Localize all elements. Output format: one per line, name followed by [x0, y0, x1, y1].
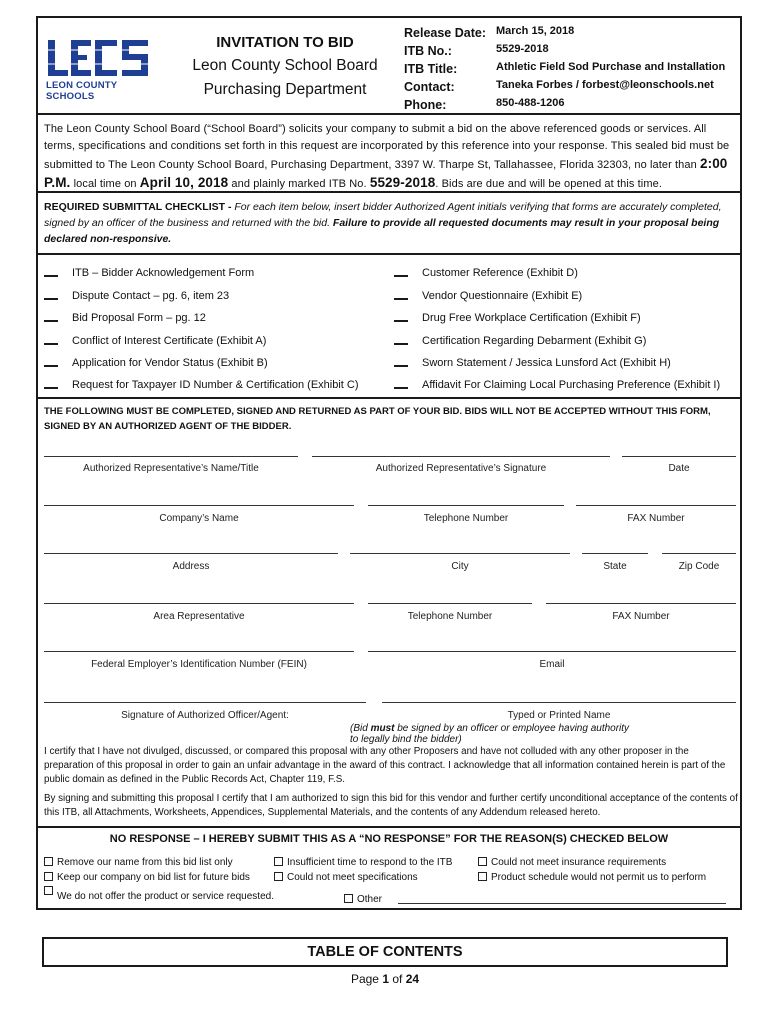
area-rep-label: Area Representative: [153, 611, 245, 622]
initials-line[interactable]: [394, 387, 408, 389]
option-label: Could not meet insurance requirements: [491, 857, 667, 868]
company-name-label: Company’s Name: [159, 513, 239, 524]
address-label: Address: [172, 561, 210, 572]
phone-label: Phone:: [404, 98, 447, 112]
city-field[interactable]: [350, 553, 570, 554]
checklist-item: Drug Free Workplace Certification (Exhibit F): [422, 312, 641, 324]
checklist-bottom-divider: [38, 397, 740, 399]
checklist-header: [44, 199, 734, 247]
fax-label: FAX Number: [627, 513, 685, 524]
checklist-item: Request for Taxpayer ID Number & Certification (Exhibit C): [72, 379, 359, 391]
checklist-item: Conflict of Interest Certificate (Exhibit A): [72, 335, 267, 347]
zip-label: Zip Code: [678, 561, 720, 572]
option-label: Keep our company on bid list for future bids: [57, 872, 250, 883]
telephone-2-field[interactable]: [368, 603, 532, 604]
no-response-option[interactable]: [44, 886, 274, 903]
initials-line[interactable]: [394, 275, 408, 277]
itb-number: 5529-2018: [369, 175, 436, 190]
organization-name: Leon County School Board: [192, 57, 378, 74]
no-response-option[interactable]: [44, 871, 250, 884]
option-label: Insufficient time to respond to the ITB: [287, 857, 453, 868]
checklist-item: Affidavit For Claiming Local Purchasing Preference (Exhibit I): [422, 379, 721, 391]
checklist-item: Bid Proposal Form – pg. 12: [72, 312, 206, 324]
initials-line[interactable]: [44, 365, 58, 367]
fein-label: Federal Employer’s Identification Number (FEIN): [91, 659, 307, 670]
checklist-item: Application for Vendor Status (Exhibit B): [72, 357, 268, 369]
due-date: April 10, 2018: [139, 175, 229, 190]
telephone-2-label: Telephone Number: [407, 611, 493, 622]
option-label: Product schedule would not permit us to perform: [491, 872, 707, 883]
fax-field[interactable]: [576, 505, 736, 506]
initials-line[interactable]: [394, 365, 408, 367]
checkbox[interactable]: [478, 857, 487, 866]
initials-line[interactable]: [44, 320, 58, 322]
checkbox[interactable]: [44, 886, 53, 895]
state-field[interactable]: [582, 553, 648, 554]
certification-paragraph: I certify that I have not divulged, discussed, or compared this proposal with any other Proposers and have not colluded with any other proposer in the preparation of this proposal in order to gain an unfair advantage in the award of this contract. I acknowledge that all information contained herein is part of the public domain as defined in the Public Records Act, Chapter 119, F.S.: [44, 746, 726, 785]
note-text: (Bid: [350, 723, 371, 734]
checkbox[interactable]: [274, 857, 283, 866]
title-block: [180, 34, 390, 99]
checklist-warning: Failure to provide all requested documents may result in your proposal being declared non-responsive.: [44, 217, 720, 245]
option-label: Other: [357, 894, 383, 905]
release-date-label: Release Date:: [404, 26, 486, 40]
logo-text: LEON COUNTY SCHOOLS: [46, 80, 118, 102]
checklist-divider: [38, 253, 740, 255]
page-of: of: [389, 972, 406, 986]
intro-text-4: . Bids are due and will be opened at this time.: [435, 178, 662, 190]
officer-signature-label: Signature of Authorized Officer/Agent:: [121, 710, 289, 721]
printed-name-label: Typed or Printed Name: [507, 710, 611, 721]
checklist-item: Dispute Contact – pg. 6, item 23: [72, 290, 230, 302]
rep-signature-label: Authorized Representative’s Signature: [375, 463, 547, 474]
date-field[interactable]: [622, 456, 736, 457]
acceptance-paragraph: By signing and submitting this proposal I certify that I am authorized to sign this bid for this vendor and further certify unconditional acceptance of the contents of this ITB, all Attachments, Worksheets, Appendices, Supplemental Materials, and the contents of any Addendum released hereto.: [44, 793, 738, 818]
meta-labels: [404, 24, 486, 114]
no-response-divider: [38, 826, 740, 828]
checklist-item: Customer Reference (Exhibit D): [422, 267, 578, 279]
initials-line[interactable]: [394, 298, 408, 300]
page-total: 24: [405, 972, 420, 986]
checkbox[interactable]: [44, 872, 53, 881]
note-text-2: be signed by an officer or employee having authority to legally bind the bidder): [350, 723, 630, 745]
telephone-field[interactable]: [368, 505, 564, 506]
checklist-instructions: For each item below, insert bidder Authorized Agent initials verifying that forms are accurately completed, signed by an officer of the business and returned with the bid.: [44, 201, 722, 229]
printed-name-field[interactable]: [382, 702, 736, 703]
email-field[interactable]: [368, 651, 736, 652]
area-rep-field[interactable]: [44, 603, 354, 604]
telephone-label: Telephone Number: [423, 513, 509, 524]
intro-text: The Leon County School Board (“School Board”) solicits your company to submit a bid on the above referenced goods or services. All terms, specifications and conditions set forth in this request are incorporated by this reference into your response. This sealed bid must be submitted to The Leon County School Board, Purchasing Department, 3397 W. Tharpe St, Tallahassee, Florida 32303, no later than: [44, 123, 730, 171]
rep-name-field[interactable]: [44, 456, 298, 457]
checklist-item: Certification Regarding Debarment (Exhibit G): [422, 335, 647, 347]
phone-value: 850-488-1206: [496, 97, 565, 109]
no-response-option-other[interactable]: [344, 893, 382, 906]
intro-text-2: local time on: [73, 178, 137, 190]
checkbox[interactable]: [478, 872, 487, 881]
checklist-item: Vendor Questionnaire (Exhibit E): [422, 290, 583, 302]
fax-2-label: FAX Number: [612, 611, 670, 622]
checklist-item: Sworn Statement / Jessica Lunsford Act (Exhibit H): [422, 357, 671, 369]
option-label: We do not offer the product or service requested.: [57, 891, 274, 902]
signature-note: [350, 723, 630, 745]
itb-title-label: ITB Title:: [404, 62, 458, 76]
date-label: Date: [668, 463, 690, 474]
bid-form-notice: THE FOLLOWING MUST BE COMPLETED, SIGNED AND RETURNED AS PART OF YOUR BID. BIDS WILL NOT BE ACCEPTED WITHOUT THIS FORM, SIGNED BY AN AUTHORIZED AGENT OF THE BIDDER.: [44, 406, 711, 432]
company-name-field[interactable]: [44, 505, 354, 506]
fax-2-field[interactable]: [546, 603, 736, 604]
rep-name-label: Authorized Representative’s Name/Title: [83, 463, 259, 474]
initials-line[interactable]: [394, 320, 408, 322]
document-title: INVITATION TO BID: [216, 34, 354, 51]
checklist-item: ITB – Bidder Acknowledgement Form: [72, 267, 255, 279]
no-response-option[interactable]: [44, 856, 233, 869]
initials-line[interactable]: [44, 298, 58, 300]
fein-field[interactable]: [44, 651, 354, 652]
initials-line[interactable]: [394, 343, 408, 345]
table-of-contents-heading: TABLE OF CONTENTS: [42, 937, 728, 967]
city-label: City: [451, 561, 469, 572]
rep-signature-field[interactable]: [312, 456, 610, 457]
contact-label: Contact:: [404, 80, 455, 94]
itb-title-value: Athletic Field Sod Purchase and Installation: [496, 61, 726, 73]
due-time: 2:00 P.M.: [44, 156, 728, 190]
itb-no-value: 5529-2018: [496, 43, 549, 55]
checkbox[interactable]: [344, 894, 353, 903]
no-response-option[interactable]: [274, 871, 418, 884]
option-label: Remove our name from this bid list only: [57, 857, 233, 868]
page-current: 1: [382, 972, 389, 986]
page-number: [0, 972, 770, 986]
checklist-title: REQUIRED SUBMITTAL CHECKLIST -: [44, 201, 232, 213]
initials-line[interactable]: [44, 343, 58, 345]
page-prefix: Page: [350, 972, 383, 986]
state-label: State: [603, 561, 627, 572]
release-date-value: March 15, 2018: [496, 25, 575, 37]
initials-line[interactable]: [44, 387, 58, 389]
initials-line[interactable]: [44, 275, 58, 277]
itb-no-label: ITB No.:: [404, 44, 452, 58]
checkbox[interactable]: [44, 857, 53, 866]
contact-value: Taneka Forbes / forbest@leonschools.net: [496, 79, 714, 91]
header-divider: [38, 113, 740, 115]
intro-text-3: and plainly marked ITB No.: [231, 178, 367, 190]
department-name: Purchasing Department: [203, 81, 367, 98]
zip-field[interactable]: [662, 553, 736, 554]
other-reason-field[interactable]: [398, 903, 726, 904]
no-response-option[interactable]: [478, 856, 666, 869]
address-field[interactable]: [44, 553, 338, 554]
meta-values: [496, 22, 725, 112]
officer-signature-field[interactable]: [44, 702, 366, 703]
no-response-heading: NO RESPONSE – I HEREBY SUBMIT THIS AS A “NO RESPONSE” FOR THE REASON(S) CHECKED BELOW: [109, 833, 669, 845]
intro-divider: [38, 191, 740, 193]
checkbox[interactable]: [274, 872, 283, 881]
no-response-option[interactable]: [478, 871, 706, 884]
intro-paragraph: [44, 121, 734, 193]
note-must: must: [370, 723, 395, 734]
no-response-option[interactable]: [274, 856, 452, 869]
option-label: Could not meet specifications: [287, 872, 418, 883]
email-label: Email: [539, 659, 565, 670]
